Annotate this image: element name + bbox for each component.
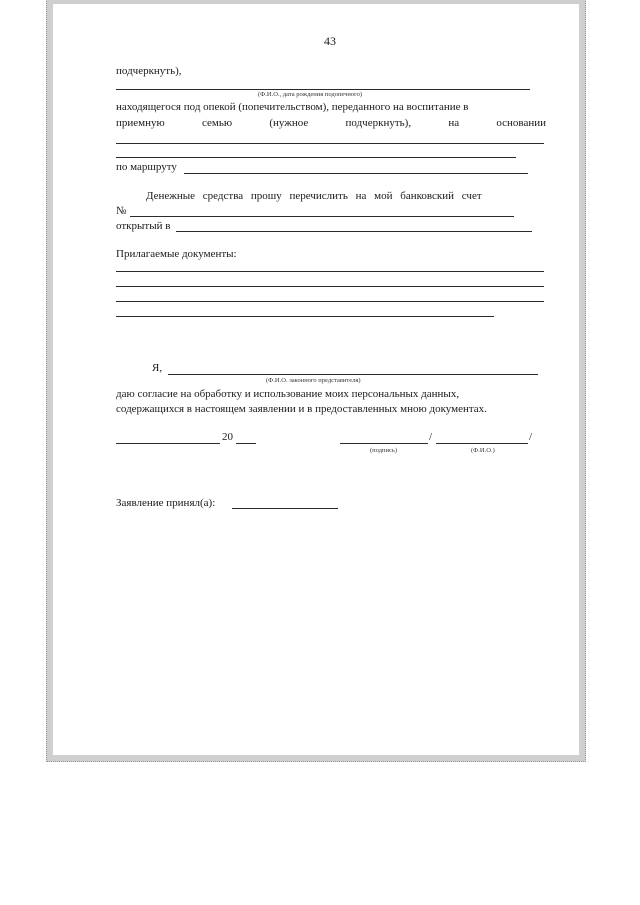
word: подчеркнуть),: [345, 117, 412, 129]
attached-docs-label: Прилагаемые документы:: [116, 248, 237, 260]
fio-birth-caption: (Ф.И.О., дата рождения подопечного): [258, 91, 363, 98]
accepted-by-label: Заявление принял(а):: [116, 497, 216, 509]
signature-caption: (подпись): [370, 447, 397, 454]
slash-2: /: [529, 431, 533, 443]
funds-text: [146, 190, 548, 203]
word: основании: [496, 117, 546, 129]
attached-docs-line-4: [116, 316, 494, 317]
underline-choice-text: подчеркнуть),: [116, 65, 182, 77]
slash-1: /: [429, 431, 433, 443]
year-line: [236, 443, 256, 444]
date-line: [116, 443, 220, 444]
attached-docs-line-3: [116, 301, 544, 302]
legal-rep-line: [168, 374, 538, 375]
fio-birth-line: [116, 89, 530, 90]
basis-line-1: [116, 143, 544, 144]
date-year-prefix: 20: [222, 431, 233, 443]
word: на: [448, 117, 460, 129]
fio-line: [436, 443, 528, 444]
opened-in-line: [176, 231, 532, 232]
guardianship-text-2: [116, 117, 546, 130]
guardianship-text-1: находящегося под опекой (попечительством), переданного на воспитание в: [116, 101, 469, 113]
fio-caption: (Ф.И.О.): [471, 447, 495, 454]
route-label: по маршруту: [116, 161, 177, 173]
funds-text-content: Денежные средства прошу перечислить на мой банковский счет: [146, 190, 482, 202]
opened-in-label: открытый в: [116, 220, 171, 232]
consent-text-2: содержащихся в настоящем заявлении и в предоставленных мною документах.: [116, 403, 487, 415]
word: приемную: [116, 117, 165, 129]
attached-docs-line-2: [116, 286, 544, 287]
accepted-by-line: [232, 508, 338, 509]
signature-line: [340, 443, 428, 444]
consent-text-1: даю согласие на обработку и использование моих персональных данных,: [116, 388, 460, 400]
word: семью: [201, 117, 233, 129]
route-line: [184, 173, 528, 174]
legal-rep-caption: (Ф.И.О. законного представителя): [266, 377, 361, 384]
account-no-label: №: [116, 205, 127, 217]
i-label: Я,: [152, 362, 163, 374]
word: (нужное: [269, 117, 309, 129]
attached-docs-line-1: [116, 271, 544, 272]
account-no-line: [130, 216, 514, 217]
page-number: 43: [324, 34, 336, 48]
basis-line-2: [116, 157, 516, 158]
